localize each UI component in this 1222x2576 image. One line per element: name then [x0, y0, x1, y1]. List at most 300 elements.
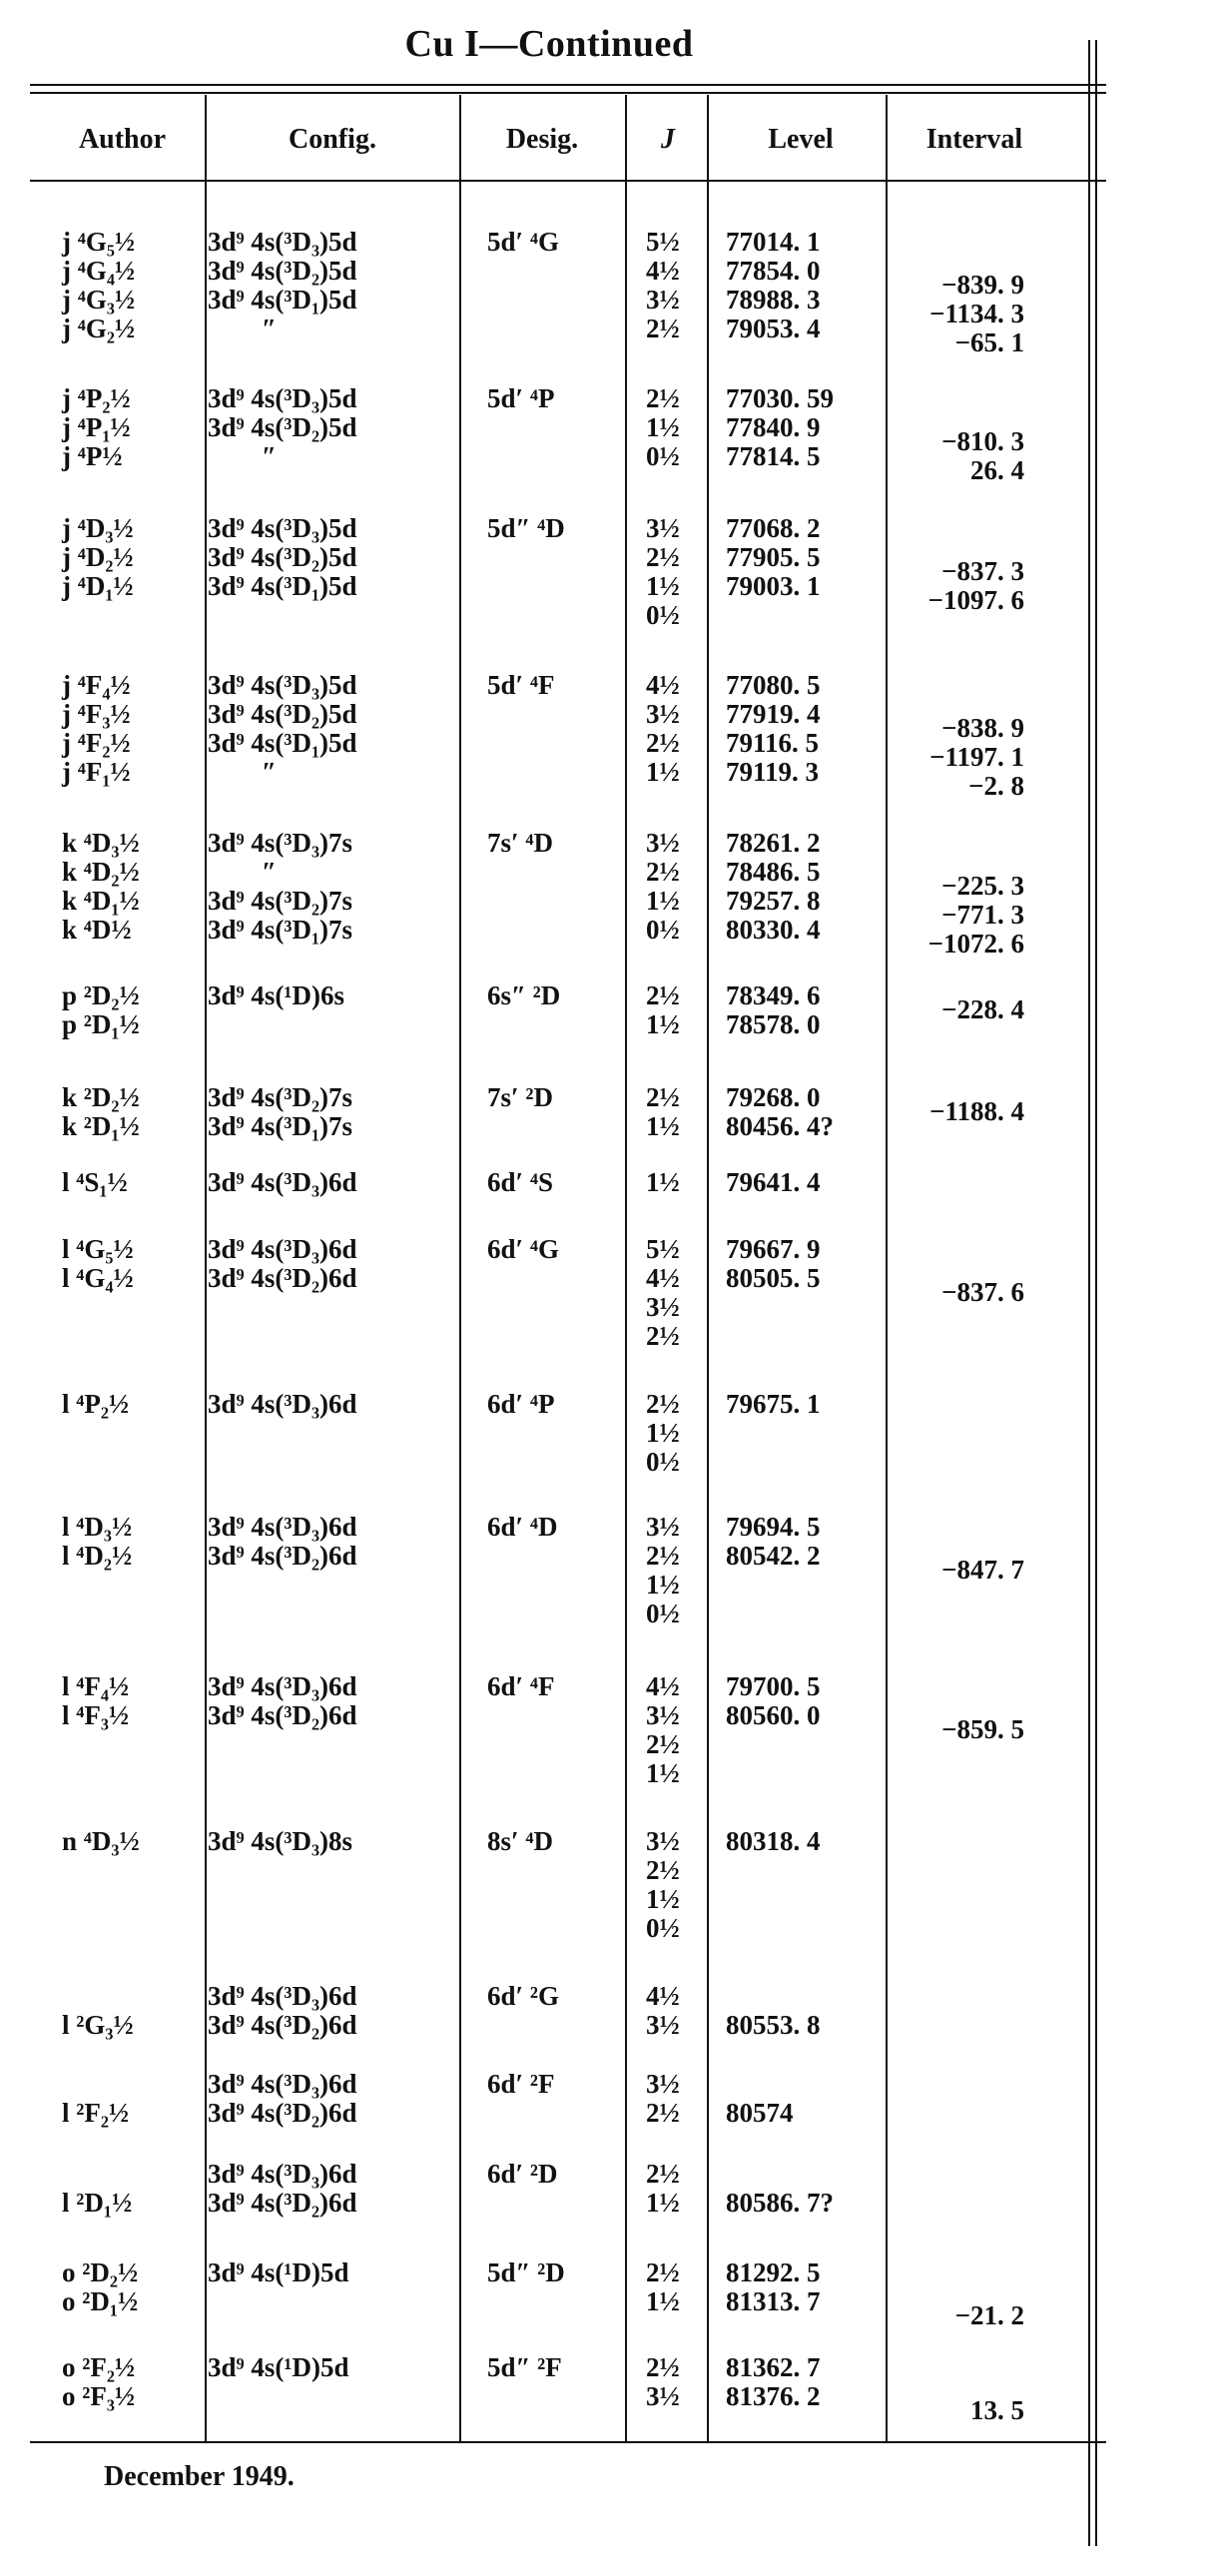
column-divider — [707, 95, 709, 2441]
author-value: j ⁴D₃½ — [62, 513, 134, 543]
interval-value: −1097. 6 — [927, 585, 1024, 615]
author-value: l ²G₃½ — [62, 2010, 134, 2040]
desig-cell — [487, 981, 617, 1010]
interval-value — [885, 2367, 1024, 2396]
level-cell — [726, 2258, 886, 2316]
level-value — [726, 2070, 886, 2099]
config-value: 3d⁹ 4s(³D₂)7s — [208, 886, 353, 916]
j-value: 3½ — [646, 1826, 680, 1856]
interval-value: −839. 9 — [941, 270, 1024, 300]
interval-value — [885, 2272, 1024, 2301]
config-value: 3d⁹ 4s(³D₂)5d — [208, 699, 357, 729]
config-value: 3d⁹ 4s(³D₂)5d — [208, 412, 357, 442]
level-value: 81362. 7 — [726, 2352, 821, 2382]
interval-value: −1072. 6 — [927, 929, 1024, 959]
config-value: 3d⁹ 4s(³D₃)6d — [208, 1981, 357, 2011]
j-value: 3½ — [646, 2069, 680, 2099]
desig-cell — [487, 2258, 617, 2287]
author-value — [62, 1982, 202, 2011]
config-value: 3d⁹ 4s(³D₃)6d — [208, 2069, 357, 2099]
author-value: j ⁴F₄½ — [62, 670, 131, 700]
level-value: 77919. 4 — [726, 699, 821, 729]
level-value: 79675. 1 — [726, 1389, 821, 1419]
config-value: 3d⁹ 4s(³D₃)6d — [208, 2159, 357, 2189]
j-value: 1½ — [646, 1009, 680, 1039]
interval-cell — [885, 1527, 1024, 1585]
config-cell — [208, 228, 457, 343]
interval-value: −847. 7 — [941, 1555, 1024, 1585]
j-cell — [646, 1390, 706, 1477]
j-value: 2½ — [646, 980, 680, 1010]
author-cell — [62, 829, 202, 945]
column-divider — [459, 95, 461, 2441]
desig-cell — [487, 514, 617, 543]
author-value: j ⁴G₃½ — [62, 285, 136, 315]
config-value: 3d⁹ 4s(¹D)6s — [208, 980, 344, 1010]
level-cell — [726, 1168, 886, 1197]
author-cell — [62, 1235, 202, 1293]
author-value: j ⁴G₄½ — [62, 256, 136, 286]
interval-cell — [885, 995, 1024, 1024]
author-cell — [62, 514, 202, 601]
config-value: 3d⁹ 4s(³D₃)8s — [208, 1826, 353, 1856]
author-value: l ²F₂½ — [62, 2098, 130, 2128]
j-value: 3½ — [646, 285, 680, 315]
level-value: 79641. 4 — [726, 1167, 821, 1197]
author-cell — [62, 2258, 202, 2316]
j-value: 2½ — [646, 2352, 680, 2382]
author-value: j ⁴P₁½ — [62, 412, 131, 442]
level-value: 81376. 2 — [726, 2381, 821, 2411]
author-value: l ⁴P₂½ — [62, 1389, 130, 1419]
desig-value: 5d″ ²F — [487, 2352, 562, 2382]
desig-cell — [487, 2070, 617, 2099]
j-cell — [646, 2353, 706, 2411]
config-cell — [208, 514, 457, 601]
j-cell — [646, 1672, 706, 1788]
config-value: 3d⁹ 4s(³D₃)5d — [208, 383, 357, 413]
author-value: o ²D₁½ — [62, 2286, 139, 2316]
config-value: 3d⁹ 4s(³D₃)6d — [208, 1671, 357, 1701]
desig-cell — [487, 1672, 617, 1701]
config-value: 3d⁹ 4s(³D₃)6d — [208, 1234, 357, 1264]
config-cell — [208, 384, 457, 471]
author-value: l ⁴F₄½ — [62, 1671, 130, 1701]
level-value: 80542. 2 — [726, 1541, 821, 1571]
level-value: 79116. 5 — [726, 728, 820, 758]
config-value: 3d⁹ 4s(³D₂)6d — [208, 2098, 357, 2128]
level-value: 79257. 8 — [726, 886, 821, 916]
author-value: j ⁴F₃½ — [62, 699, 131, 729]
interval-value: −21. 2 — [954, 2300, 1024, 2330]
j-value: 2½ — [646, 1855, 680, 1885]
config-cell — [208, 1083, 457, 1141]
desig-value: 6s″ ²D — [487, 980, 561, 1010]
author-cell — [62, 1168, 202, 1197]
level-value: 79700. 5 — [726, 1671, 821, 1701]
author-value: l ⁴G₄½ — [62, 1263, 134, 1293]
j-cell — [646, 1513, 706, 1628]
j-cell — [646, 514, 706, 630]
desig-value: 6d′ ⁴F — [487, 1671, 555, 1701]
author-value: k ⁴D₁½ — [62, 886, 140, 916]
author-value: k ⁴D½ — [62, 915, 132, 945]
author-value: k ²D₁½ — [62, 1111, 140, 1141]
j-value: 3½ — [646, 2010, 680, 2040]
interval-cell — [885, 843, 1024, 959]
level-value: 80553. 8 — [726, 2010, 821, 2040]
desig-cell — [487, 384, 617, 413]
j-value: 2½ — [646, 314, 680, 343]
level-cell — [726, 1513, 886, 1571]
config-cell — [208, 1235, 457, 1293]
desig-cell — [487, 1168, 617, 1197]
j-cell — [646, 2258, 706, 2316]
j-cell — [646, 1235, 706, 1351]
footer-date: December 1949. — [104, 2461, 295, 2492]
author-value: l ²D₁½ — [62, 2188, 133, 2218]
author-cell — [62, 1827, 202, 1856]
bottom-rule — [30, 2441, 1106, 2443]
j-value: 1½ — [646, 571, 680, 601]
j-value: 4½ — [646, 670, 680, 700]
interval-value — [885, 242, 1024, 271]
j-value: 3½ — [646, 1700, 680, 1730]
header-j: J — [661, 124, 675, 155]
j-value: 2½ — [646, 857, 680, 887]
level-value: 79694. 5 — [726, 1512, 821, 1542]
level-value: 80560. 0 — [726, 1700, 821, 1730]
desig-value: 6d′ ⁴P — [487, 1389, 555, 1419]
level-value: 77014. 1 — [726, 227, 821, 257]
interval-cell — [885, 242, 1024, 357]
interval-value — [885, 843, 1024, 872]
level-cell — [726, 228, 886, 343]
interval-value: 26. 4 — [970, 455, 1024, 485]
author-value: k ⁴D₂½ — [62, 857, 140, 887]
j-value: 0½ — [646, 1599, 680, 1628]
j-value: 5½ — [646, 227, 680, 257]
author-value: j ⁴F₂½ — [62, 728, 131, 758]
interval-value: −837. 3 — [941, 556, 1024, 586]
j-value: 2½ — [646, 1389, 680, 1419]
interval-value — [885, 1686, 1024, 1715]
j-cell — [646, 981, 706, 1039]
desig-cell — [487, 1235, 617, 1264]
j-value: 2½ — [646, 1729, 680, 1759]
level-cell — [726, 1672, 886, 1730]
config-value: 3d⁹ 4s(³D₃)6d — [208, 1167, 357, 1197]
desig-cell — [487, 1083, 617, 1112]
level-cell — [726, 514, 886, 601]
header-author: Author — [78, 124, 167, 155]
author-cell — [62, 1513, 202, 1571]
author-value: j ⁴P₂½ — [62, 383, 131, 413]
interval-cell — [885, 2367, 1024, 2425]
level-cell — [726, 1083, 886, 1141]
interval-value: −1134. 3 — [929, 299, 1024, 328]
j-value: 4½ — [646, 1263, 680, 1293]
config-value: ″ — [208, 857, 277, 887]
interval-cell — [885, 1249, 1024, 1307]
j-cell — [646, 1168, 706, 1197]
config-cell — [208, 1390, 457, 1419]
config-value: 3d⁹ 4s(³D₂)5d — [208, 256, 357, 286]
level-value: 81292. 5 — [726, 2257, 821, 2287]
config-value: 3d⁹ 4s(³D₃)5d — [208, 227, 357, 257]
level-value: 79119. 3 — [726, 757, 820, 787]
config-value: 3d⁹ 4s(¹D)5d — [208, 2257, 349, 2287]
config-cell — [208, 1982, 457, 2040]
interval-value — [885, 1527, 1024, 1556]
desig-cell — [487, 1390, 617, 1419]
interval-value: −837. 6 — [941, 1277, 1024, 1307]
config-cell — [208, 2160, 457, 2218]
level-cell — [726, 981, 886, 1039]
interval-value — [885, 1249, 1024, 1278]
j-cell — [646, 1083, 706, 1141]
level-value: 81313. 7 — [726, 2286, 821, 2316]
desig-value: 5d′ ⁴F — [487, 670, 555, 700]
j-cell — [646, 1982, 706, 2040]
desig-cell — [487, 1982, 617, 2011]
level-value: 77840. 9 — [726, 412, 821, 442]
desig-value: 6d′ ²F — [487, 2069, 555, 2099]
page-title: Cu I—Continued — [404, 23, 694, 65]
header-desig: Desig. — [505, 124, 579, 155]
j-value: 1½ — [646, 1111, 680, 1141]
config-value: 3d⁹ 4s(³D₂)5d — [208, 542, 357, 572]
interval-value: −1188. 4 — [929, 1096, 1024, 1126]
desig-value: 5d′ ⁴P — [487, 383, 555, 413]
author-cell — [62, 2070, 202, 2128]
top-rule-2 — [30, 92, 1106, 94]
j-cell — [646, 2070, 706, 2128]
j-value: 2½ — [646, 383, 680, 413]
interval-cell — [885, 1097, 1024, 1126]
level-value: 78578. 0 — [726, 1009, 821, 1039]
author-value: j ⁴G₂½ — [62, 314, 136, 343]
author-cell — [62, 981, 202, 1039]
j-value: 0½ — [646, 441, 680, 471]
j-value: 0½ — [646, 1913, 680, 1943]
j-value: 2½ — [646, 1541, 680, 1571]
config-value: 3d⁹ 4s(³D₂)6d — [208, 1700, 357, 1730]
config-value: 3d⁹ 4s(³D₂)6d — [208, 1541, 357, 1571]
level-cell — [726, 1982, 886, 2040]
author-cell — [62, 671, 202, 787]
level-value: 78261. 2 — [726, 828, 821, 858]
config-value: ″ — [208, 441, 277, 471]
interval-cell — [885, 685, 1024, 801]
author-cell — [62, 1672, 202, 1730]
j-cell — [646, 384, 706, 471]
desig-value: 5d″ ²D — [487, 2257, 565, 2287]
level-cell — [726, 1390, 886, 1419]
author-value: l ⁴S₁½ — [62, 1167, 128, 1197]
author-cell — [62, 2353, 202, 2411]
desig-cell — [487, 1827, 617, 1856]
j-cell — [646, 1827, 706, 1943]
j-value: 0½ — [646, 1447, 680, 1477]
desig-value: 6d′ ⁴S — [487, 1167, 553, 1197]
author-value: k ²D₂½ — [62, 1082, 140, 1112]
config-value: ″ — [208, 757, 277, 787]
j-value: 3½ — [646, 1512, 680, 1542]
config-value: ″ — [208, 314, 277, 343]
config-value: 3d⁹ 4s(³D₂)7s — [208, 1082, 353, 1112]
level-value: 77905. 5 — [726, 542, 821, 572]
j-value: 1½ — [646, 1418, 680, 1448]
desig-cell — [487, 2160, 617, 2189]
top-rule-1 — [30, 84, 1106, 86]
level-value: 79667. 9 — [726, 1234, 821, 1264]
author-value: l ⁴D₃½ — [62, 1512, 133, 1542]
j-value: 1½ — [646, 757, 680, 787]
interval-value: −2. 8 — [968, 771, 1024, 801]
interval-value: −225. 3 — [941, 871, 1024, 901]
author-cell — [62, 1982, 202, 2040]
author-cell — [62, 384, 202, 471]
j-cell — [646, 2160, 706, 2218]
level-value — [726, 1982, 886, 2011]
config-value: 3d⁹ 4s(³D₃)6d — [208, 1389, 357, 1419]
level-value: 79003. 1 — [726, 571, 821, 601]
level-value: 80505. 5 — [726, 1263, 821, 1293]
config-value: 3d⁹ 4s(³D₁)7s — [208, 1111, 353, 1141]
author-value: j ⁴D₁½ — [62, 571, 134, 601]
author-value: p ²D₂½ — [62, 980, 140, 1010]
j-value: 1½ — [646, 1758, 680, 1788]
j-cell — [646, 671, 706, 787]
config-cell — [208, 2070, 457, 2128]
config-value: 3d⁹ 4s(³D₁)5d — [208, 285, 357, 315]
header-config: Config. — [289, 124, 376, 155]
desig-value: 6d′ ⁴D — [487, 1512, 558, 1542]
interval-value: −859. 5 — [941, 1714, 1024, 1744]
desig-cell — [487, 671, 617, 700]
j-value: 1½ — [646, 886, 680, 916]
j-cell — [646, 228, 706, 343]
config-value: 3d⁹ 4s(³D₂)6d — [208, 2188, 357, 2218]
j-value: 2½ — [646, 2098, 680, 2128]
column-divider — [205, 95, 207, 2441]
author-value: n ⁴D₃½ — [62, 1826, 140, 1856]
j-value: 4½ — [646, 1671, 680, 1701]
level-cell — [726, 829, 886, 945]
level-value: 80574 — [726, 2098, 794, 2128]
interval-cell — [885, 398, 1024, 485]
j-value: 3½ — [646, 828, 680, 858]
j-value: 1½ — [646, 1167, 680, 1197]
config-value: 3d⁹ 4s(³D₃)5d — [208, 513, 357, 543]
j-value: 1½ — [646, 2188, 680, 2218]
interval-value — [885, 685, 1024, 714]
j-value: 2½ — [646, 2159, 680, 2189]
j-value: 2½ — [646, 542, 680, 572]
author-value — [62, 2160, 202, 2189]
interval-value: −228. 4 — [941, 994, 1024, 1024]
j-value: 0½ — [646, 915, 680, 945]
desig-value: 8s′ ⁴D — [487, 1826, 553, 1856]
author-value: o ²F₃½ — [62, 2381, 136, 2411]
interval-value — [885, 398, 1024, 427]
column-divider — [625, 95, 627, 2441]
desig-value: 5d′ ⁴G — [487, 227, 559, 257]
level-value: 77814. 5 — [726, 441, 821, 471]
config-value: 3d⁹ 4s(³D₃)6d — [208, 1512, 357, 1542]
author-value: l ⁴F₃½ — [62, 1700, 130, 1730]
config-value: 3d⁹ 4s(¹D)5d — [208, 2352, 349, 2382]
j-value: 0½ — [646, 600, 680, 630]
level-value: 78486. 5 — [726, 857, 821, 887]
author-value: j ⁴P½ — [62, 441, 123, 471]
level-value: 77030. 59 — [726, 383, 834, 413]
level-value: 80586. 7? — [726, 2188, 834, 2218]
level-value: 77068. 2 — [726, 513, 821, 543]
j-value: 4½ — [646, 256, 680, 286]
config-value: 3d⁹ 4s(³D₁)5d — [208, 728, 357, 758]
desig-cell — [487, 829, 617, 858]
level-value: 79268. 0 — [726, 1082, 821, 1112]
j-value: 3½ — [646, 699, 680, 729]
desig-value: 6d′ ²D — [487, 2159, 558, 2189]
config-value: 3d⁹ 4s(³D₃)5d — [208, 670, 357, 700]
author-cell — [62, 1390, 202, 1419]
config-value: 3d⁹ 4s(³D₁)5d — [208, 571, 357, 601]
j-value: 3½ — [646, 2381, 680, 2411]
level-value: 77080. 5 — [726, 670, 821, 700]
interval-value: −810. 3 — [941, 426, 1024, 456]
margin-line — [1088, 40, 1090, 2546]
config-cell — [208, 981, 457, 1010]
level-value: 78349. 6 — [726, 980, 821, 1010]
author-value: l ⁴G₅½ — [62, 1234, 134, 1264]
author-value: k ⁴D₃½ — [62, 828, 140, 858]
config-value: 3d⁹ 4s(³D₂)6d — [208, 1263, 357, 1293]
interval-value: −65. 1 — [954, 327, 1024, 357]
author-cell — [62, 1083, 202, 1141]
j-value: 2½ — [646, 1321, 680, 1351]
level-value: 80318. 4 — [726, 1826, 821, 1856]
author-value — [62, 2070, 202, 2099]
j-value: 1½ — [646, 2286, 680, 2316]
margin-line — [1095, 40, 1097, 2546]
config-cell — [208, 1513, 457, 1571]
author-value: p ²D₁½ — [62, 1009, 140, 1039]
level-cell — [726, 2160, 886, 2218]
desig-cell — [487, 2353, 617, 2382]
interval-value: −1197. 1 — [929, 742, 1024, 772]
j-value: 4½ — [646, 1981, 680, 2011]
author-value: l ⁴D₂½ — [62, 1541, 133, 1571]
desig-value: 5d″ ⁴D — [487, 513, 565, 543]
level-value — [726, 2160, 886, 2189]
desig-value: 6d′ ⁴G — [487, 1234, 559, 1264]
j-value: 2½ — [646, 1082, 680, 1112]
author-value: j ⁴G₅½ — [62, 227, 136, 257]
config-value: 3d⁹ 4s(³D₁)7s — [208, 915, 353, 945]
j-cell — [646, 829, 706, 945]
level-value: 80456. 4? — [726, 1111, 834, 1141]
level-cell — [726, 1235, 886, 1293]
interval-value: 13. 5 — [970, 2395, 1024, 2425]
level-cell — [726, 384, 886, 471]
interval-value: −838. 9 — [941, 713, 1024, 743]
header-interval: Interval — [925, 124, 1023, 155]
author-cell — [62, 2160, 202, 2218]
level-value: 79053. 4 — [726, 314, 821, 343]
